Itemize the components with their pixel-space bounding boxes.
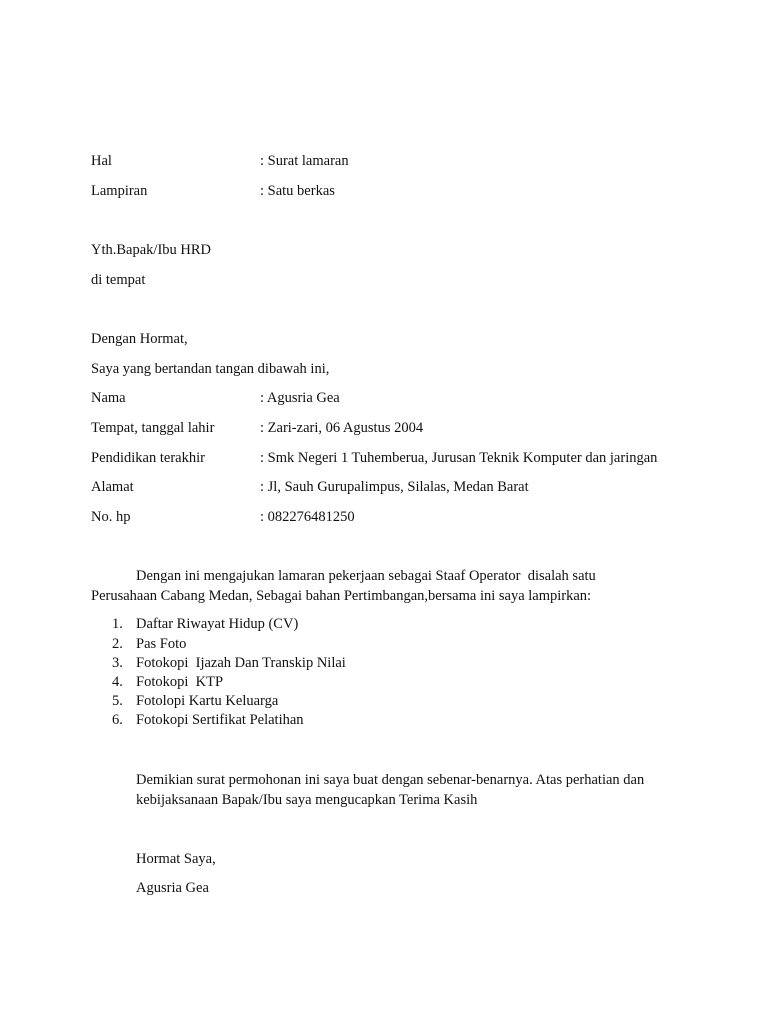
- recipient-line-1: Yth.Bapak/Ibu HRD: [91, 242, 212, 258]
- closing-line-2: kebijaksanaan Bapak/Ibu saya mengucapkan Terima Kasih: [136, 792, 478, 808]
- body-paragraph-line-2: Perusahaan Cabang Medan, Sebagai bahan Pertimbangan,bersama ini saya lampirkan:: [91, 588, 592, 604]
- list-item-number: 5.: [112, 693, 123, 709]
- identity-label-pendidikan: Pendidikan terakhir: [91, 450, 205, 466]
- body-paragraph-line-1: Dengan ini mengajukan lamaran pekerjaan sebagai Staaf Operator disalah satu: [136, 568, 596, 584]
- identity-value-pendidikan: : Smk Negeri 1 Tuhemberua, Jurusan Teknik Komputer dan jaringan: [260, 450, 658, 466]
- identity-label-ttl: Tempat, tanggal lahir: [91, 420, 215, 436]
- greeting: Dengan Hormat,: [91, 331, 188, 347]
- hal-label: Hal: [91, 153, 112, 169]
- signature-name: Agusria Gea: [136, 880, 209, 896]
- identity-value-nohp: : 082276481250: [260, 509, 355, 525]
- list-item-number: 1.: [112, 616, 123, 632]
- hal-value: : Surat lamaran: [260, 153, 349, 169]
- list-item-number: 6.: [112, 712, 123, 728]
- lampiran-label: Lampiran: [91, 183, 148, 199]
- identity-value-ttl: : Zari-zari, 06 Agustus 2004: [260, 420, 424, 436]
- list-item-number: 2.: [112, 636, 123, 652]
- list-item: Pas Foto: [136, 636, 187, 652]
- list-item: Fotokopi Sertifikat Pelatihan: [136, 712, 304, 728]
- recipient-line-2: di tempat: [91, 272, 146, 288]
- signature-salutation: Hormat Saya,: [136, 851, 216, 867]
- identity-label-nohp: No. hp: [91, 509, 131, 525]
- list-item: Fotolopi Kartu Keluarga: [136, 693, 279, 709]
- intro-line: Saya yang bertandan tangan dibawah ini,: [91, 361, 330, 377]
- lampiran-value: : Satu berkas: [260, 183, 335, 199]
- list-item-number: 3.: [112, 655, 123, 671]
- identity-value-alamat: : Jl, Sauh Gurupalimpus, Silalas, Medan Barat: [260, 479, 529, 495]
- list-item: Fotokopi Ijazah Dan Transkip Nilai: [136, 655, 346, 671]
- list-item-number: 4.: [112, 674, 123, 690]
- closing-line-1: Demikian surat permohonan ini saya buat dengan sebenar-benarnya. Atas perhatian dan: [136, 772, 645, 788]
- list-item: Fotokopi KTP: [136, 674, 224, 690]
- list-item: Daftar Riwayat Hidup (CV): [136, 616, 299, 632]
- identity-label-alamat: Alamat: [91, 479, 134, 495]
- identity-value-nama: : Agusria Gea: [260, 390, 340, 406]
- identity-label-nama: Nama: [91, 390, 126, 406]
